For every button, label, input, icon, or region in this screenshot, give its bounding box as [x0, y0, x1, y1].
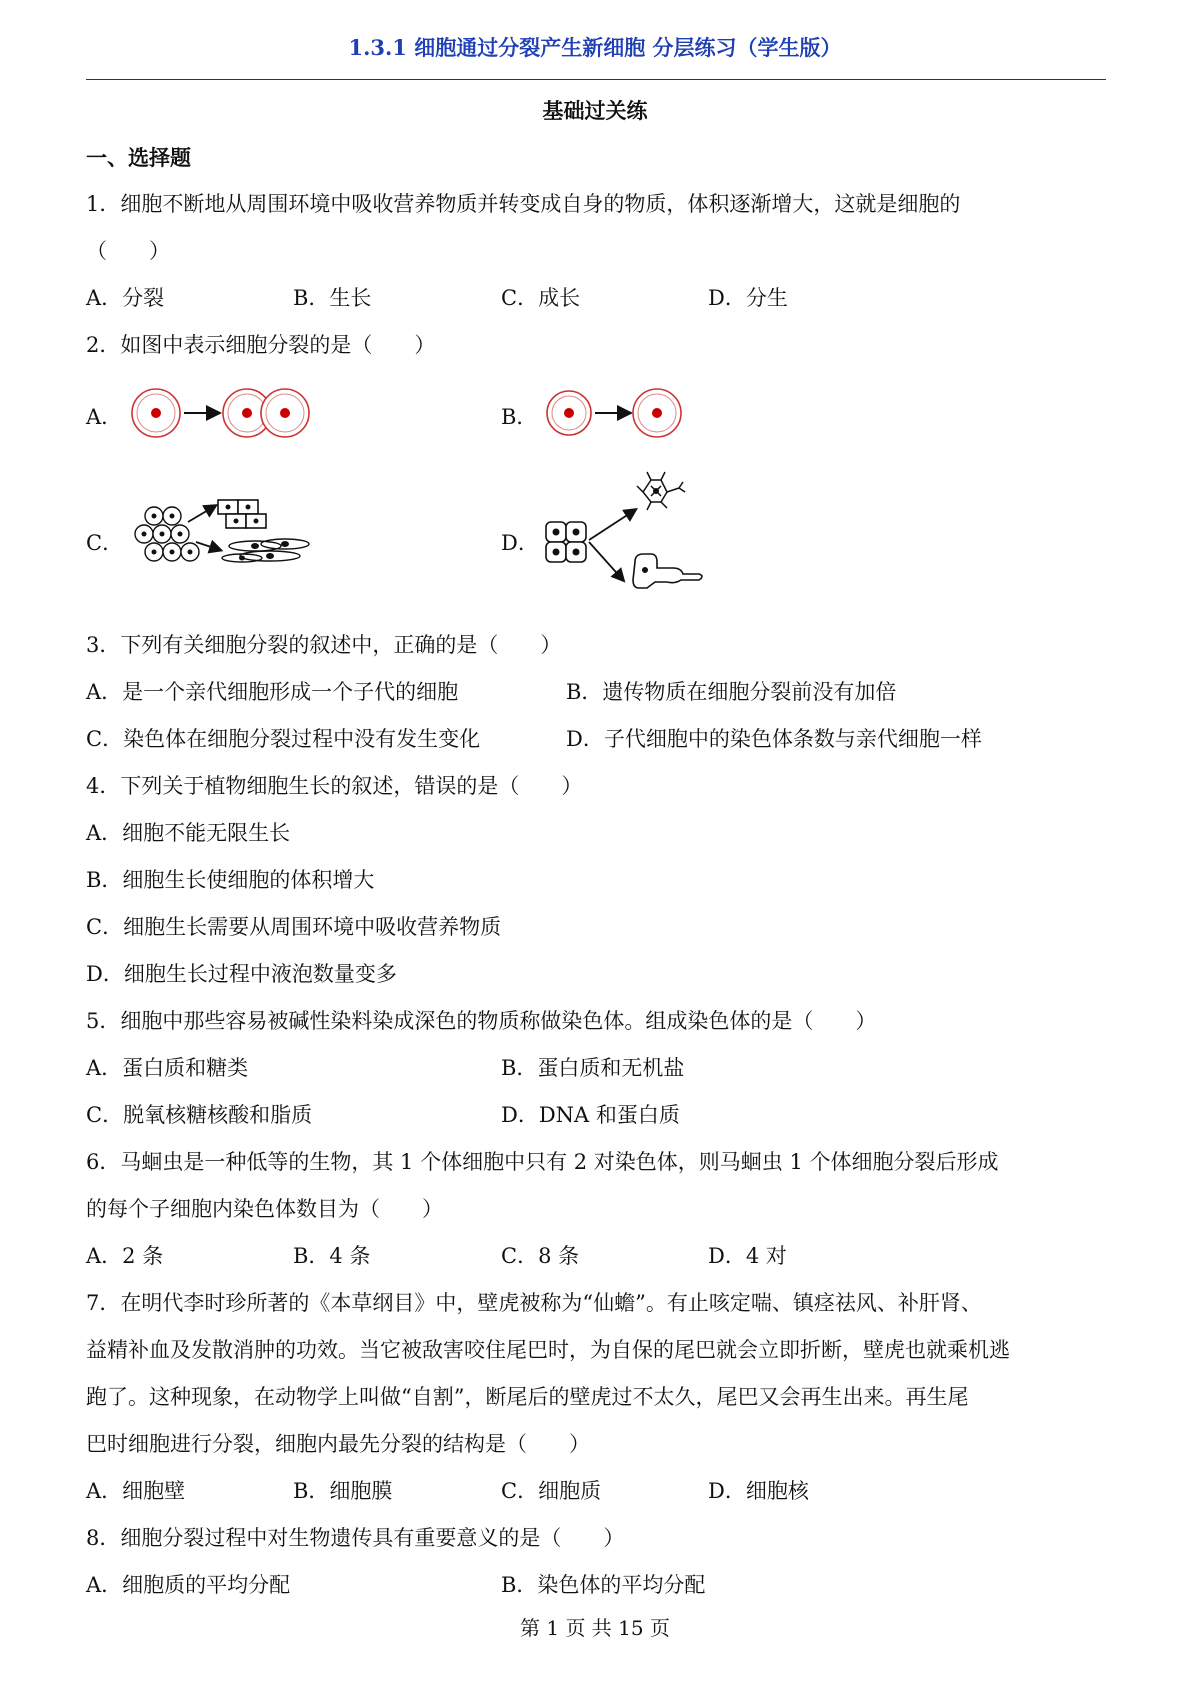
- q5-option-c[interactable]: C．脱氧核糖核酸和脂质: [86, 1103, 313, 1127]
- q2-option-a[interactable]: A．: [86, 405, 123, 429]
- q1-option-c[interactable]: C．成长: [501, 286, 581, 310]
- q6-option-d[interactable]: D．4 对: [708, 1244, 787, 1268]
- q7-stem-line1: 7．在明代李时珍所著的《本草纲目》中，壁虎被称为“仙蟾”。有止咳定喘、镇痉祛风、补肝肾、: [86, 1291, 982, 1315]
- q5-stem: 5．细胞中那些容易被碱性染料染成深色的物质称做染色体。组成染色体的是（ ）: [86, 1009, 877, 1033]
- q7-option-b[interactable]: B．细胞膜: [293, 1479, 393, 1503]
- q7-stem-line2: 益精补血及发散消肿的功效。当它被敌害咬住尾巴时，为自保的尾巴就会立即折断，壁虎也就乘机逃: [86, 1338, 1010, 1362]
- q1-option-a[interactable]: A．分裂: [86, 286, 165, 310]
- q1-stem-line1: 1．细胞不断地从周围环境中吸收营养物质并转变成自身的物质，体积逐渐增大，这就是细胞的: [86, 192, 961, 216]
- q8-option-b[interactable]: B．染色体的平均分配: [501, 1573, 706, 1597]
- q2-option-b[interactable]: B．: [501, 405, 538, 429]
- page-footer: 第 1 页 共 15 页: [520, 1616, 670, 1640]
- q7-option-d[interactable]: D．细胞核: [708, 1479, 809, 1503]
- document-header-title: 1.3.1 细胞通过分裂产生新细胞 分层练习（学生版）: [348, 35, 842, 60]
- q5-option-a[interactable]: A．蛋白质和糖类: [86, 1056, 249, 1080]
- q2-figure-c-cell-differentiation: [130, 498, 315, 578]
- q2-stem: 2．如图中表示细胞分裂的是（ ）: [86, 333, 436, 357]
- q4-option-c[interactable]: C．细胞生长需要从周围环境中吸收营养物质: [86, 915, 502, 939]
- q6-option-a[interactable]: A．2 条: [86, 1244, 164, 1268]
- q2-option-d[interactable]: D．: [501, 531, 539, 555]
- q1-stem-line2: （ ）: [86, 239, 170, 263]
- q3-stem: 3．下列有关细胞分裂的叙述中，正确的是（ ）: [86, 633, 562, 657]
- q7-stem-line3: 跑了。这种现象，在动物学上叫做“自割”，断尾后的壁虎过不太久，尾巴又会再生出来。再生尾: [86, 1385, 969, 1409]
- q7-option-a[interactable]: A．细胞壁: [86, 1479, 186, 1503]
- q8-option-a[interactable]: A．细胞质的平均分配: [86, 1573, 291, 1597]
- q3-option-c[interactable]: C．染色体在细胞分裂过程中没有发生变化: [86, 727, 481, 751]
- q1-option-b[interactable]: B．生长: [293, 286, 372, 310]
- q3-option-a[interactable]: A．是一个亲代细胞形成一个子代的细胞: [86, 680, 459, 704]
- q5-option-b[interactable]: B．蛋白质和无机盐: [501, 1056, 685, 1080]
- q3-option-d[interactable]: D．子代细胞中的染色体条数与亲代细胞一样: [566, 727, 982, 751]
- q8-stem: 8．细胞分裂过程中对生物遗传具有重要意义的是（ ）: [86, 1526, 625, 1550]
- q6-stem-line2: 的每个子细胞内染色体数目为（ ）: [86, 1197, 443, 1221]
- q2-figure-a-one-cell-to-two: [128, 385, 313, 441]
- q6-option-c[interactable]: C．8 条: [501, 1244, 580, 1268]
- part-heading: 一、选择题: [86, 145, 191, 170]
- q6-option-b[interactable]: B．4 条: [293, 1244, 371, 1268]
- header-rule: [86, 79, 1106, 80]
- q4-option-b[interactable]: B．细胞生长使细胞的体积增大: [86, 868, 375, 892]
- q2-figure-d-cell-specialization: [543, 470, 713, 600]
- q1-option-d[interactable]: D．分生: [708, 286, 788, 310]
- q6-stem-line1: 6．马蛔虫是一种低等的生物，其 1 个体细胞中只有 2 对染色体，则马蛔虫 1 个体细胞分裂后形成: [86, 1150, 999, 1174]
- q7-stem-line4: 巴时细胞进行分裂，细胞内最先分裂的结构是（ ）: [86, 1432, 590, 1456]
- q7-option-c[interactable]: C．细胞质: [501, 1479, 602, 1503]
- q2-figure-b-cell-growth: [543, 385, 683, 441]
- section-title: 基础过关练: [542, 98, 648, 123]
- q4-stem: 4．下列关于植物细胞生长的叙述，错误的是（ ）: [86, 774, 583, 798]
- q4-option-a[interactable]: A．细胞不能无限生长: [86, 821, 291, 845]
- q4-option-d[interactable]: D．细胞生长过程中液泡数量变多: [86, 962, 397, 986]
- q3-option-b[interactable]: B．遗传物质在细胞分裂前没有加倍: [566, 680, 897, 704]
- q5-option-d[interactable]: D．DNA 和蛋白质: [501, 1103, 680, 1127]
- q2-option-c[interactable]: C．: [86, 531, 124, 555]
